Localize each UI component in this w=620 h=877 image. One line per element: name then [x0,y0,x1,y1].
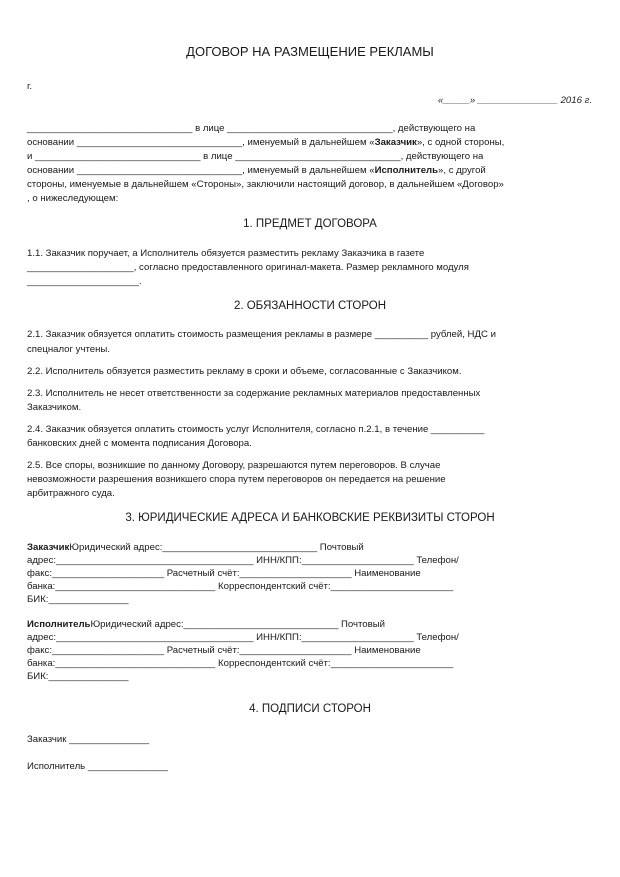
clause-2-2: 2.2. Исполнитель обязуется разместить рекламу в сроки и объеме, согласованные с Заказчиком. [27,366,462,377]
clause-2-1: 2.1. Заказчик обязуется оплатить стоимость размещения рекламы в размере __________ рублей, НДС и [27,329,496,340]
requisites-line: БИК:_______________ [27,594,129,605]
clause-2-1: спецналог учтены. [27,344,110,355]
intro-line: и _______________________________ в лице _______________________________, действующего на [27,151,484,162]
requisites-line: факс:_____________________ Расчетный счёт:_____________________ Наименование [27,568,421,579]
clause-2-4: 2.4. Заказчик обязуется оплатить стоимость услуг Исполнителя, согласно п.2.1, в течение __________ [27,424,485,435]
clause-2-5: невозможности разрешения возникшего спора путем переговоров он передается на решение [27,474,446,485]
clause-2-3: 2.3. Исполнитель не несет ответственности за содержание рекламных материалов предоставленных [27,388,481,399]
requisites-line: факс:_____________________ Расчетный счёт:_____________________ Наименование [27,645,421,656]
section-3-heading: 3. ЮРИДИЧЕСКИЕ АДРЕСА И БАНКОВСКИЕ РЕКВИЗИТЫ СТОРОН [125,512,495,524]
intro-line: _______________________________ в лице _______________________________, действующего на [27,123,476,134]
intro-line: основании _______________________________, именуемый в дальнейшем «Заказчик», с одной стороны, [27,137,505,148]
clause-2-5: 2.5. Все споры, возникшие по данному Договору, разрешаются путем переговоров. В случае [27,460,441,471]
requisites-line: ИсполнительЮридический адрес:_____________________________ Почтовый [27,619,385,630]
section-1-heading: 1. ПРЕДМЕТ ДОГОВОРА [243,218,377,230]
section-4-heading: 4. ПОДПИСИ СТОРОН [249,703,371,715]
requisites-line: ЗаказчикЮридический адрес:_____________________________ Почтовый [27,542,364,553]
intro-line: , о нижеследующем: [27,193,119,204]
customer-signature: Заказчик _______________ [27,734,150,745]
requisites-line: адрес:_____________________________________ ИНН/КПП:_____________________ Телефон/ [27,555,459,566]
clause-2-4: банковских дней с момента подписания Договора. [27,438,252,449]
page-title: ДОГОВОР НА РАЗМЕЩЕНИЕ РЕКЛАМЫ [186,44,434,59]
requisites-line: адрес:_____________________________________ ИНН/КПП:_____________________ Телефон/ [27,632,459,643]
date-field: «_____» _______________ 2016 г. [437,95,592,106]
clause-1-1: ____________________, согласно предоставленного оригинал-макета. Размер рекламного модуля [27,262,469,273]
requisites-line: банка:______________________________ Корреспондентский счёт:_______________________ [27,658,454,669]
intro-line: стороны, именуемые в дальнейшем «Стороны», заключили настоящий договор, в дальнейшем «Договор» [27,179,504,190]
intro-line: основании _______________________________, именуемый в дальнейшем «Исполнитель», с другой [27,165,486,176]
requisites-line: БИК:_______________ [27,671,129,682]
city-field: г. [27,81,32,92]
requisites-line: банка:______________________________ Корреспондентский счёт:_______________________ [27,581,454,592]
clause-2-3: Заказчиком. [27,402,82,413]
section-2-heading: 2. ОБЯЗАННОСТИ СТОРОН [233,300,387,312]
clause-1-1: 1.1. Заказчик поручает, а Исполнитель обязуется разместить рекламу Заказчика в газете [27,248,425,259]
clause-2-5: арбитражного суда. [27,488,115,499]
executor-signature: Исполнитель _______________ [27,761,168,772]
clause-1-1: _____________________. [27,276,142,287]
